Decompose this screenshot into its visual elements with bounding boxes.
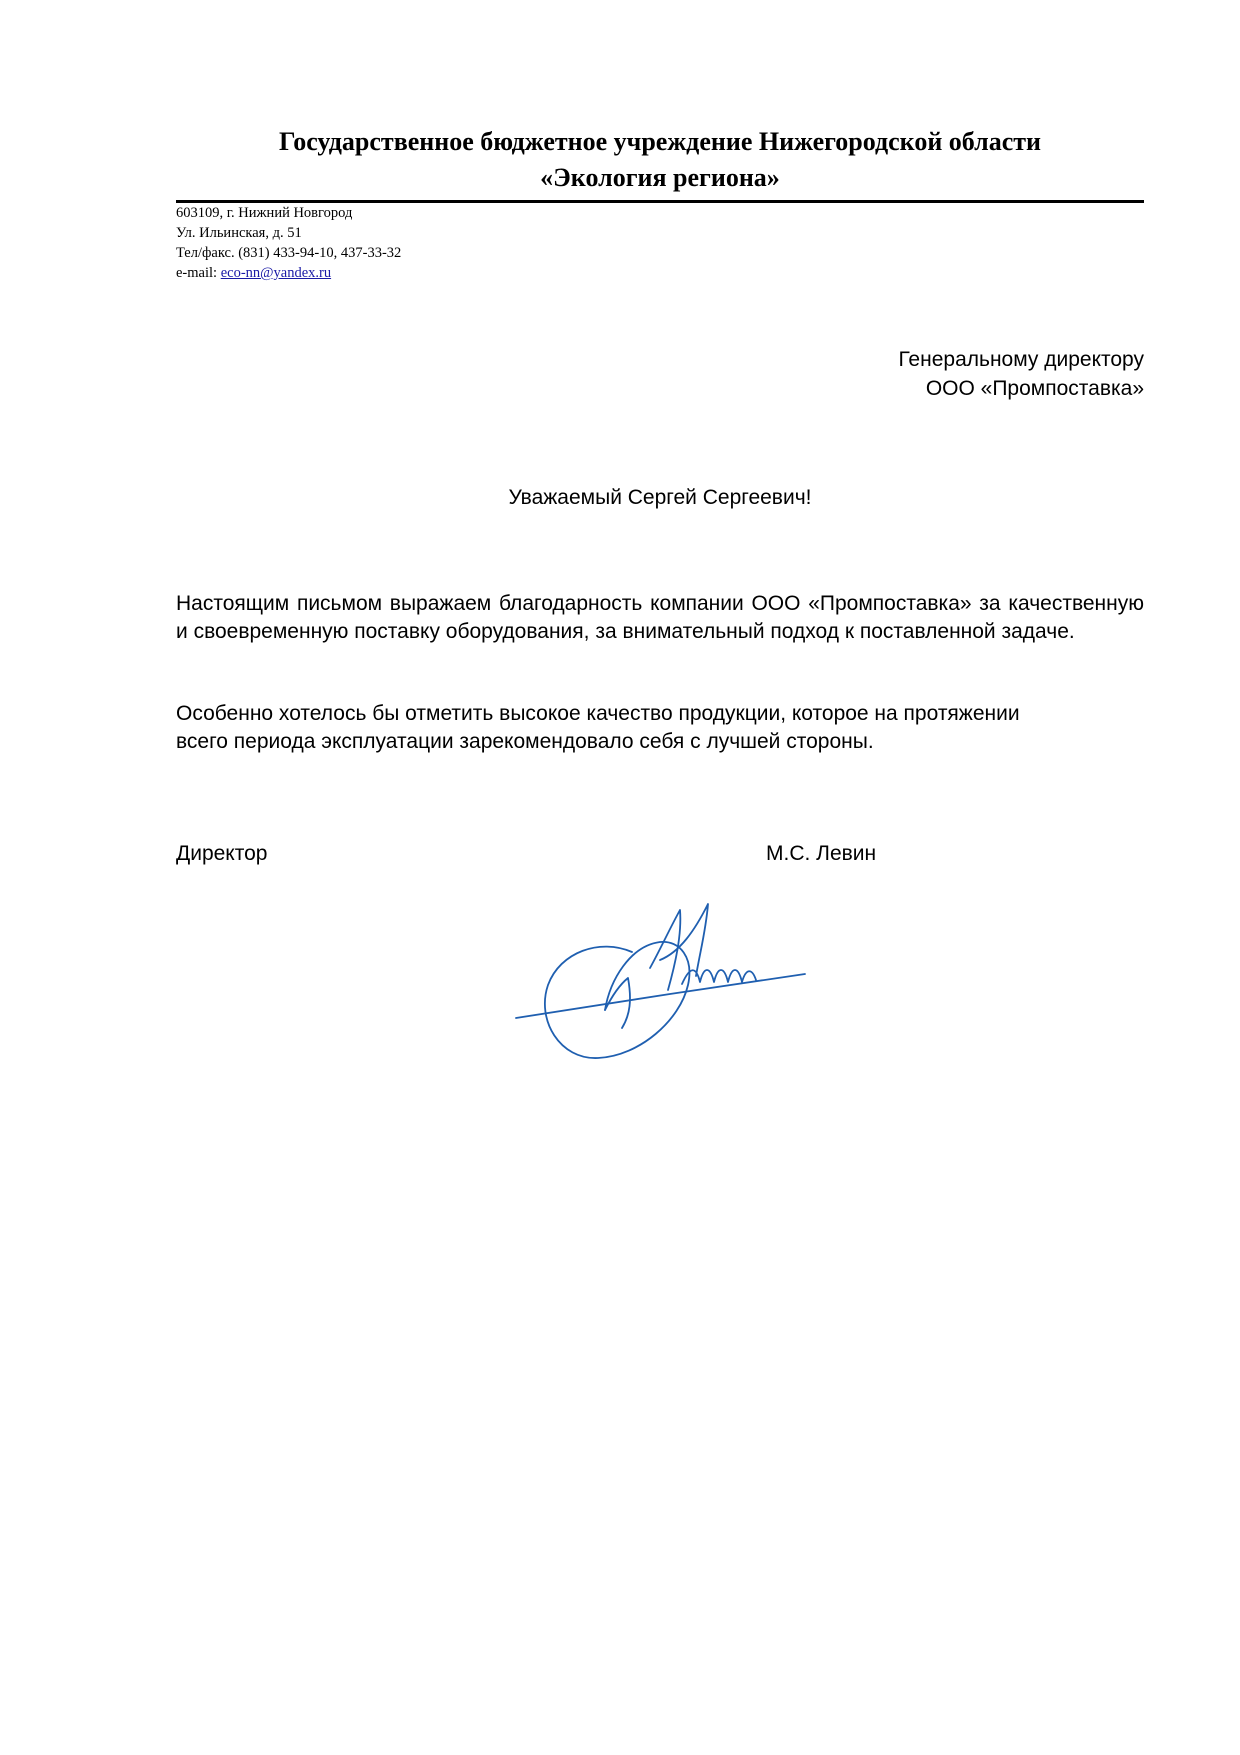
address-email-row <box>176 263 401 283</box>
signature-stroke-line <box>516 974 805 1018</box>
organization-subtitle-line: «Экология региона» <box>540 163 780 192</box>
recipient-position: Генеральному директору <box>898 348 1144 371</box>
signer-title: Директор <box>176 842 268 865</box>
recipient-block <box>898 345 1144 403</box>
email-label: e-mail: <box>176 265 221 281</box>
signature-strokes <box>516 904 805 1058</box>
body-paragraph-quality-line1: Особенно хотелось бы отметить высокое качество продукции, которое на протяжении <box>176 702 1020 725</box>
signature-stroke-waves <box>682 970 756 984</box>
body-paragraph-quality-line2: всего периода эксплуатации зарекомендовало себя с лучшей стороны. <box>176 730 874 753</box>
address-phone-fax: Тел/факс. (831) 433-94-10, 437-33-32 <box>176 245 402 261</box>
sender-address-block <box>176 203 401 283</box>
signature-stroke-loop <box>545 942 690 1058</box>
organization-title <box>176 124 1144 196</box>
body-paragraph-gratitude: Настоящим письмом выражаем благодарность компании ООО «Промпоставка» за качественную и своевременную поставку оборудования, за внимательный подход к поставленной задаче. <box>176 592 1144 643</box>
recipient-company: ООО «Промпоставка» <box>925 377 1144 400</box>
signer-name: М.С. Левин <box>766 842 877 865</box>
body-paragraph-quality <box>176 700 1116 756</box>
signature-stroke-flourish <box>660 904 708 976</box>
organization-name-line: Государственное бюджетное учреждение Нижегородской области <box>278 127 1042 156</box>
salutation: Уважаемый Сергей Сергеевич! <box>508 486 812 509</box>
address-postal: 603109, г. Нижний Новгород <box>176 205 353 221</box>
address-street: Ул. Ильинская, д. 51 <box>176 225 302 241</box>
handwritten-signature <box>510 890 810 1095</box>
email-link[interactable]: eco-nn@yandex.ru <box>220 265 332 281</box>
